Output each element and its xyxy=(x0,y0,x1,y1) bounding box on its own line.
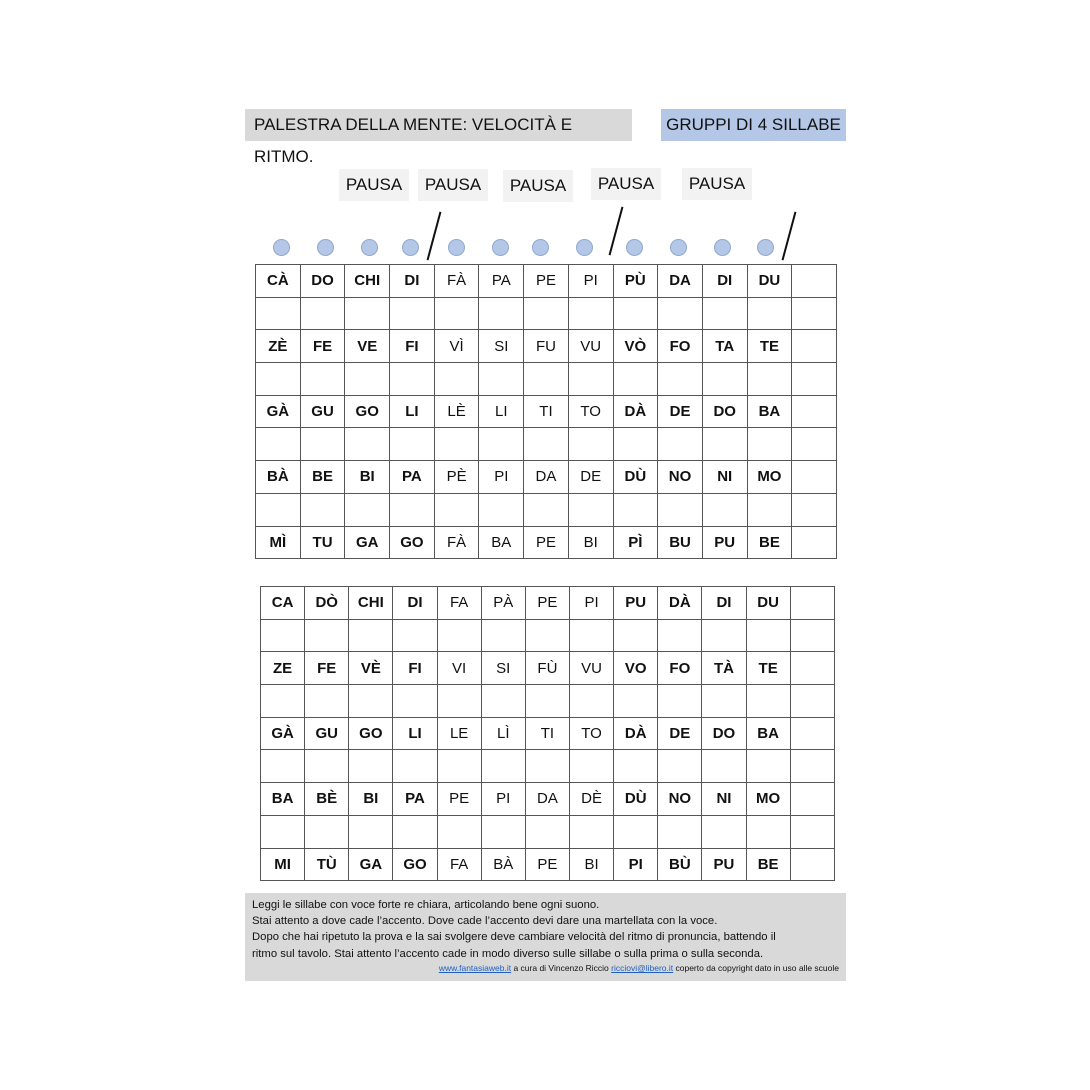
syllable-cell: BE xyxy=(746,848,790,881)
syllable-cell: FÙ xyxy=(525,652,569,685)
pause-label: PAUSA xyxy=(591,168,661,200)
empty-cell xyxy=(747,493,792,526)
empty-cell xyxy=(792,330,837,363)
beat-circle xyxy=(273,239,290,256)
credits-line xyxy=(252,962,839,975)
spacer-row xyxy=(261,750,835,783)
syllable-row xyxy=(256,526,837,559)
syllable-cell: BI xyxy=(568,526,613,559)
syllable-cell: FE xyxy=(300,330,345,363)
syllable-row xyxy=(261,587,835,620)
empty-cell xyxy=(790,783,834,816)
empty-cell xyxy=(614,619,658,652)
syllable-cell: LI xyxy=(479,395,524,428)
empty-cell xyxy=(305,750,349,783)
syllable-row xyxy=(256,330,837,363)
empty-cell xyxy=(345,363,390,396)
empty-cell xyxy=(390,428,435,461)
syllable-cell: DÙ xyxy=(613,461,658,494)
empty-cell xyxy=(256,493,301,526)
author-credit: a cura di Vincenzo Riccio xyxy=(511,962,612,973)
syllable-cell: DI xyxy=(702,265,747,298)
syllable-cell: DA xyxy=(524,461,569,494)
syllable-cell: GO xyxy=(349,717,393,750)
empty-cell xyxy=(300,428,345,461)
spacer-row xyxy=(256,428,837,461)
pause-slash-mark xyxy=(609,207,624,256)
syllable-cell: PU xyxy=(614,587,658,620)
empty-cell xyxy=(300,363,345,396)
syllable-cell: GA xyxy=(345,526,390,559)
empty-cell xyxy=(790,848,834,881)
syllable-cell: BI xyxy=(569,848,613,881)
instruction-line: Stai attento a dove cade l’accento. Dove cade l’accento devi dare una martellata con la voce. xyxy=(252,915,718,928)
syllable-cell: MI xyxy=(261,848,305,881)
syllable-cell: TO xyxy=(569,717,613,750)
syllable-cell: PI xyxy=(569,587,613,620)
spacer-row xyxy=(256,363,837,396)
empty-cell xyxy=(792,297,837,330)
empty-cell xyxy=(702,750,746,783)
syllable-cell: MO xyxy=(746,783,790,816)
empty-cell xyxy=(393,619,437,652)
empty-cell xyxy=(613,493,658,526)
syllable-cell: PI xyxy=(568,265,613,298)
empty-cell xyxy=(437,685,481,718)
empty-cell xyxy=(256,428,301,461)
empty-cell xyxy=(568,363,613,396)
empty-cell xyxy=(702,428,747,461)
empty-cell xyxy=(481,685,525,718)
syllable-cell: CHI xyxy=(349,587,393,620)
empty-cell xyxy=(658,619,702,652)
syllable-cell: GU xyxy=(305,717,349,750)
syllable-cell: DÀ xyxy=(658,587,702,620)
syllable-cell: DA xyxy=(525,783,569,816)
syllable-cell: PE xyxy=(437,783,481,816)
syllable-cell: BI xyxy=(349,783,393,816)
empty-cell xyxy=(349,685,393,718)
beat-circle xyxy=(714,239,731,256)
syllable-cell: FO xyxy=(658,652,702,685)
syllable-cell: TE xyxy=(747,330,792,363)
beat-circle xyxy=(670,239,687,256)
syllable-cell: BA xyxy=(746,717,790,750)
syllable-cell: NO xyxy=(658,783,702,816)
empty-cell xyxy=(345,297,390,330)
empty-cell xyxy=(261,685,305,718)
empty-cell xyxy=(524,428,569,461)
beat-circle xyxy=(402,239,419,256)
empty-cell xyxy=(393,685,437,718)
syllable-cell: LI xyxy=(390,395,435,428)
syllable-cell: MO xyxy=(747,461,792,494)
syllable-cell: BE xyxy=(300,461,345,494)
empty-cell xyxy=(702,685,746,718)
syllable-cell: PI xyxy=(481,783,525,816)
syllable-cell: PÙ xyxy=(613,265,658,298)
pause-slash-mark xyxy=(427,212,442,261)
empty-cell xyxy=(614,685,658,718)
empty-cell xyxy=(746,685,790,718)
empty-cell xyxy=(702,815,746,848)
empty-cell xyxy=(256,297,301,330)
empty-cell xyxy=(525,685,569,718)
syllable-cell: BA xyxy=(479,526,524,559)
empty-cell xyxy=(568,428,613,461)
syllable-row xyxy=(256,265,837,298)
syllable-cell: DE xyxy=(658,717,702,750)
empty-cell xyxy=(479,297,524,330)
syllable-cell: TI xyxy=(524,395,569,428)
empty-cell xyxy=(479,493,524,526)
syllable-row xyxy=(261,652,835,685)
instruction-line: Leggi le sillabe con voce forte re chiara, articolando bene ogni suono. xyxy=(252,899,600,911)
syllable-cell: VE xyxy=(345,330,390,363)
beat-circle xyxy=(757,239,774,256)
syllable-cell: VI xyxy=(437,652,481,685)
syllable-cell: TE xyxy=(746,652,790,685)
syllable-cell: PÈ xyxy=(434,461,479,494)
empty-cell xyxy=(790,815,834,848)
syllable-cell: FÀ xyxy=(434,526,479,559)
syllable-cell: LÈ xyxy=(434,395,479,428)
syllable-cell: FU xyxy=(524,330,569,363)
empty-cell xyxy=(525,815,569,848)
empty-cell xyxy=(390,363,435,396)
empty-cell xyxy=(658,297,703,330)
syllable-cell: GO xyxy=(345,395,390,428)
empty-cell xyxy=(746,750,790,783)
empty-cell xyxy=(390,297,435,330)
empty-cell xyxy=(792,493,837,526)
syllable-cell: DO xyxy=(300,265,345,298)
beat-circle xyxy=(317,239,334,256)
empty-cell xyxy=(479,428,524,461)
empty-cell xyxy=(393,815,437,848)
syllable-cell: DÙ xyxy=(614,783,658,816)
beat-circle xyxy=(576,239,593,256)
syllable-cell: NO xyxy=(658,461,703,494)
syllable-cell: LE xyxy=(437,717,481,750)
empty-cell xyxy=(790,619,834,652)
syllable-cell: BA xyxy=(747,395,792,428)
pause-label: PAUSA xyxy=(682,168,752,200)
empty-cell xyxy=(261,815,305,848)
empty-cell xyxy=(261,750,305,783)
empty-cell xyxy=(658,685,702,718)
syllable-cell: CHI xyxy=(345,265,390,298)
empty-cell xyxy=(300,297,345,330)
syllable-cell: DO xyxy=(702,717,746,750)
syllable-cell: DE xyxy=(658,395,703,428)
syllable-cell: DI xyxy=(390,265,435,298)
empty-cell xyxy=(613,297,658,330)
syllable-cell: DÈ xyxy=(569,783,613,816)
empty-cell xyxy=(434,297,479,330)
syllable-row xyxy=(261,717,835,750)
syllable-row xyxy=(256,461,837,494)
syllable-cell: ZE xyxy=(261,652,305,685)
empty-cell xyxy=(790,587,834,620)
empty-cell xyxy=(305,619,349,652)
syllable-cell: SI xyxy=(479,330,524,363)
syllable-cell: BÀ xyxy=(256,461,301,494)
empty-cell xyxy=(568,493,613,526)
empty-cell xyxy=(305,815,349,848)
copyright-note: coperto da copyright dato in uso alle scuole xyxy=(673,962,839,973)
page-title: PALESTRA DELLA MENTE: VELOCITÀ E RITMO. xyxy=(245,109,632,141)
website-link[interactable]: www.fantasiaweb.it xyxy=(438,962,512,973)
syllable-row xyxy=(256,395,837,428)
empty-cell xyxy=(434,493,479,526)
spacer-row xyxy=(261,685,835,718)
empty-cell xyxy=(437,815,481,848)
syllable-cell: GU xyxy=(300,395,345,428)
syllable-cell: DO xyxy=(702,395,747,428)
empty-cell xyxy=(305,685,349,718)
syllable-cell: VO xyxy=(614,652,658,685)
instructions-box xyxy=(245,893,846,981)
empty-cell xyxy=(702,363,747,396)
syllable-cell: PU xyxy=(702,848,746,881)
syllable-cell: PE xyxy=(525,587,569,620)
empty-cell xyxy=(434,363,479,396)
syllable-cell: DI xyxy=(393,587,437,620)
syllable-cell: FI xyxy=(393,652,437,685)
pause-slash-mark xyxy=(782,212,797,261)
syllable-cell: VÈ xyxy=(349,652,393,685)
syllable-cell: TA xyxy=(702,330,747,363)
syllable-table-2 xyxy=(260,586,835,881)
empty-cell xyxy=(525,619,569,652)
syllable-cell: PÀ xyxy=(481,587,525,620)
empty-cell xyxy=(790,652,834,685)
empty-cell xyxy=(569,619,613,652)
empty-cell xyxy=(524,297,569,330)
syllable-row xyxy=(261,848,835,881)
syllable-cell: DI xyxy=(702,587,746,620)
syllable-cell: DU xyxy=(747,265,792,298)
syllable-cell: ZÈ xyxy=(256,330,301,363)
empty-cell xyxy=(569,685,613,718)
syllable-cell: PI xyxy=(479,461,524,494)
empty-cell xyxy=(747,363,792,396)
beat-circle xyxy=(361,239,378,256)
empty-cell xyxy=(479,363,524,396)
syllable-cell: GA xyxy=(349,848,393,881)
empty-cell xyxy=(524,363,569,396)
empty-cell xyxy=(792,526,837,559)
syllable-cell: PA xyxy=(393,783,437,816)
empty-cell xyxy=(658,815,702,848)
syllable-cell: LÌ xyxy=(481,717,525,750)
syllable-cell: PA xyxy=(390,461,435,494)
syllable-cell: GO xyxy=(390,526,435,559)
empty-cell xyxy=(613,428,658,461)
empty-cell xyxy=(792,428,837,461)
syllable-cell: DÒ xyxy=(305,587,349,620)
syllable-cell: PE xyxy=(524,526,569,559)
empty-cell xyxy=(349,619,393,652)
syllable-cell: SI xyxy=(481,652,525,685)
empty-cell xyxy=(300,493,345,526)
empty-cell xyxy=(746,619,790,652)
spacer-row xyxy=(261,619,835,652)
empty-cell xyxy=(437,750,481,783)
beat-circle xyxy=(448,239,465,256)
empty-cell xyxy=(390,493,435,526)
syllable-cell: CA xyxy=(261,587,305,620)
syllable-cell: TU xyxy=(300,526,345,559)
syllable-cell: DE xyxy=(568,461,613,494)
pause-label: PAUSA xyxy=(339,169,409,201)
empty-cell xyxy=(568,297,613,330)
syllable-cell: FA xyxy=(437,848,481,881)
syllable-cell: GO xyxy=(393,848,437,881)
empty-cell xyxy=(569,750,613,783)
beat-circle xyxy=(532,239,549,256)
syllable-cell: BÙ xyxy=(658,848,702,881)
syllable-cell: NI xyxy=(702,461,747,494)
syllable-cell: FO xyxy=(658,330,703,363)
empty-cell xyxy=(790,685,834,718)
empty-cell xyxy=(349,815,393,848)
syllable-cell: PI xyxy=(614,848,658,881)
spacer-row xyxy=(256,493,837,526)
syllable-cell: BA xyxy=(261,783,305,816)
syllable-cell: PU xyxy=(702,526,747,559)
syllable-cell: GÀ xyxy=(256,395,301,428)
empty-cell xyxy=(792,363,837,396)
syllable-cell: FI xyxy=(390,330,435,363)
empty-cell xyxy=(658,428,703,461)
empty-cell xyxy=(434,428,479,461)
empty-cell xyxy=(747,297,792,330)
instruction-line: Dopo che hai ripetuto la prova e la sai svolgere deve cambiare velocità del ritmo di pronuncia, battendo il xyxy=(252,931,776,944)
beat-circle xyxy=(492,239,509,256)
empty-cell xyxy=(702,297,747,330)
syllable-cell: VÒ xyxy=(613,330,658,363)
empty-cell xyxy=(524,493,569,526)
syllable-cell: LI xyxy=(393,717,437,750)
syllable-row xyxy=(261,783,835,816)
syllable-cell: MÌ xyxy=(256,526,301,559)
syllable-cell: BI xyxy=(345,461,390,494)
spacer-row xyxy=(261,815,835,848)
syllable-cell: PE xyxy=(524,265,569,298)
empty-cell xyxy=(790,750,834,783)
syllable-cell: VU xyxy=(569,652,613,685)
pause-label: PAUSA xyxy=(418,169,488,201)
empty-cell xyxy=(658,750,702,783)
empty-cell xyxy=(256,363,301,396)
syllable-cell: TI xyxy=(525,717,569,750)
syllable-cell: PA xyxy=(479,265,524,298)
syllable-cell: PÌ xyxy=(613,526,658,559)
syllable-cell: FÀ xyxy=(434,265,479,298)
empty-cell xyxy=(658,493,703,526)
empty-cell xyxy=(614,815,658,848)
syllable-cell: BE xyxy=(747,526,792,559)
syllable-cell: TO xyxy=(568,395,613,428)
empty-cell xyxy=(792,265,837,298)
syllable-cell: BÀ xyxy=(481,848,525,881)
syllable-cell: FE xyxy=(305,652,349,685)
empty-cell xyxy=(658,363,703,396)
syllable-cell: TÀ xyxy=(702,652,746,685)
empty-cell xyxy=(525,750,569,783)
empty-cell xyxy=(345,428,390,461)
spacer-row xyxy=(256,297,837,330)
empty-cell xyxy=(747,428,792,461)
empty-cell xyxy=(702,619,746,652)
syllable-table-1 xyxy=(255,264,837,559)
empty-cell xyxy=(345,493,390,526)
empty-cell xyxy=(792,395,837,428)
syllable-cell: DÀ xyxy=(614,717,658,750)
syllable-cell: BÈ xyxy=(305,783,349,816)
empty-cell xyxy=(614,750,658,783)
syllable-cell: VÌ xyxy=(434,330,479,363)
empty-cell xyxy=(437,619,481,652)
syllable-cell: TÙ xyxy=(305,848,349,881)
syllable-cell: DU xyxy=(746,587,790,620)
empty-cell xyxy=(792,461,837,494)
empty-cell xyxy=(261,619,305,652)
empty-cell xyxy=(481,815,525,848)
beat-circle xyxy=(626,239,643,256)
syllable-cell: VU xyxy=(568,330,613,363)
empty-cell xyxy=(481,750,525,783)
empty-cell xyxy=(349,750,393,783)
instruction-line: ritmo sul tavolo. Stai attento l’accento cade in modo diverso sulle sillabe o sulla prima o sulla seconda. xyxy=(252,947,764,960)
syllable-cell: GÀ xyxy=(261,717,305,750)
syllable-cell: DA xyxy=(658,265,703,298)
empty-cell xyxy=(481,619,525,652)
group-badge: GRUPPI DI 4 SILLABE xyxy=(661,109,846,141)
syllable-cell: NI xyxy=(702,783,746,816)
empty-cell xyxy=(702,493,747,526)
syllable-cell: PE xyxy=(525,848,569,881)
pause-label: PAUSA xyxy=(503,170,573,202)
syllable-cell: FA xyxy=(437,587,481,620)
syllable-cell: DÀ xyxy=(613,395,658,428)
empty-cell xyxy=(569,815,613,848)
syllable-cell: CÀ xyxy=(256,265,301,298)
empty-cell xyxy=(790,717,834,750)
syllable-cell: BU xyxy=(658,526,703,559)
email-link[interactable]: ricciovi@libero.it xyxy=(611,962,674,973)
empty-cell xyxy=(613,363,658,396)
empty-cell xyxy=(746,815,790,848)
empty-cell xyxy=(393,750,437,783)
